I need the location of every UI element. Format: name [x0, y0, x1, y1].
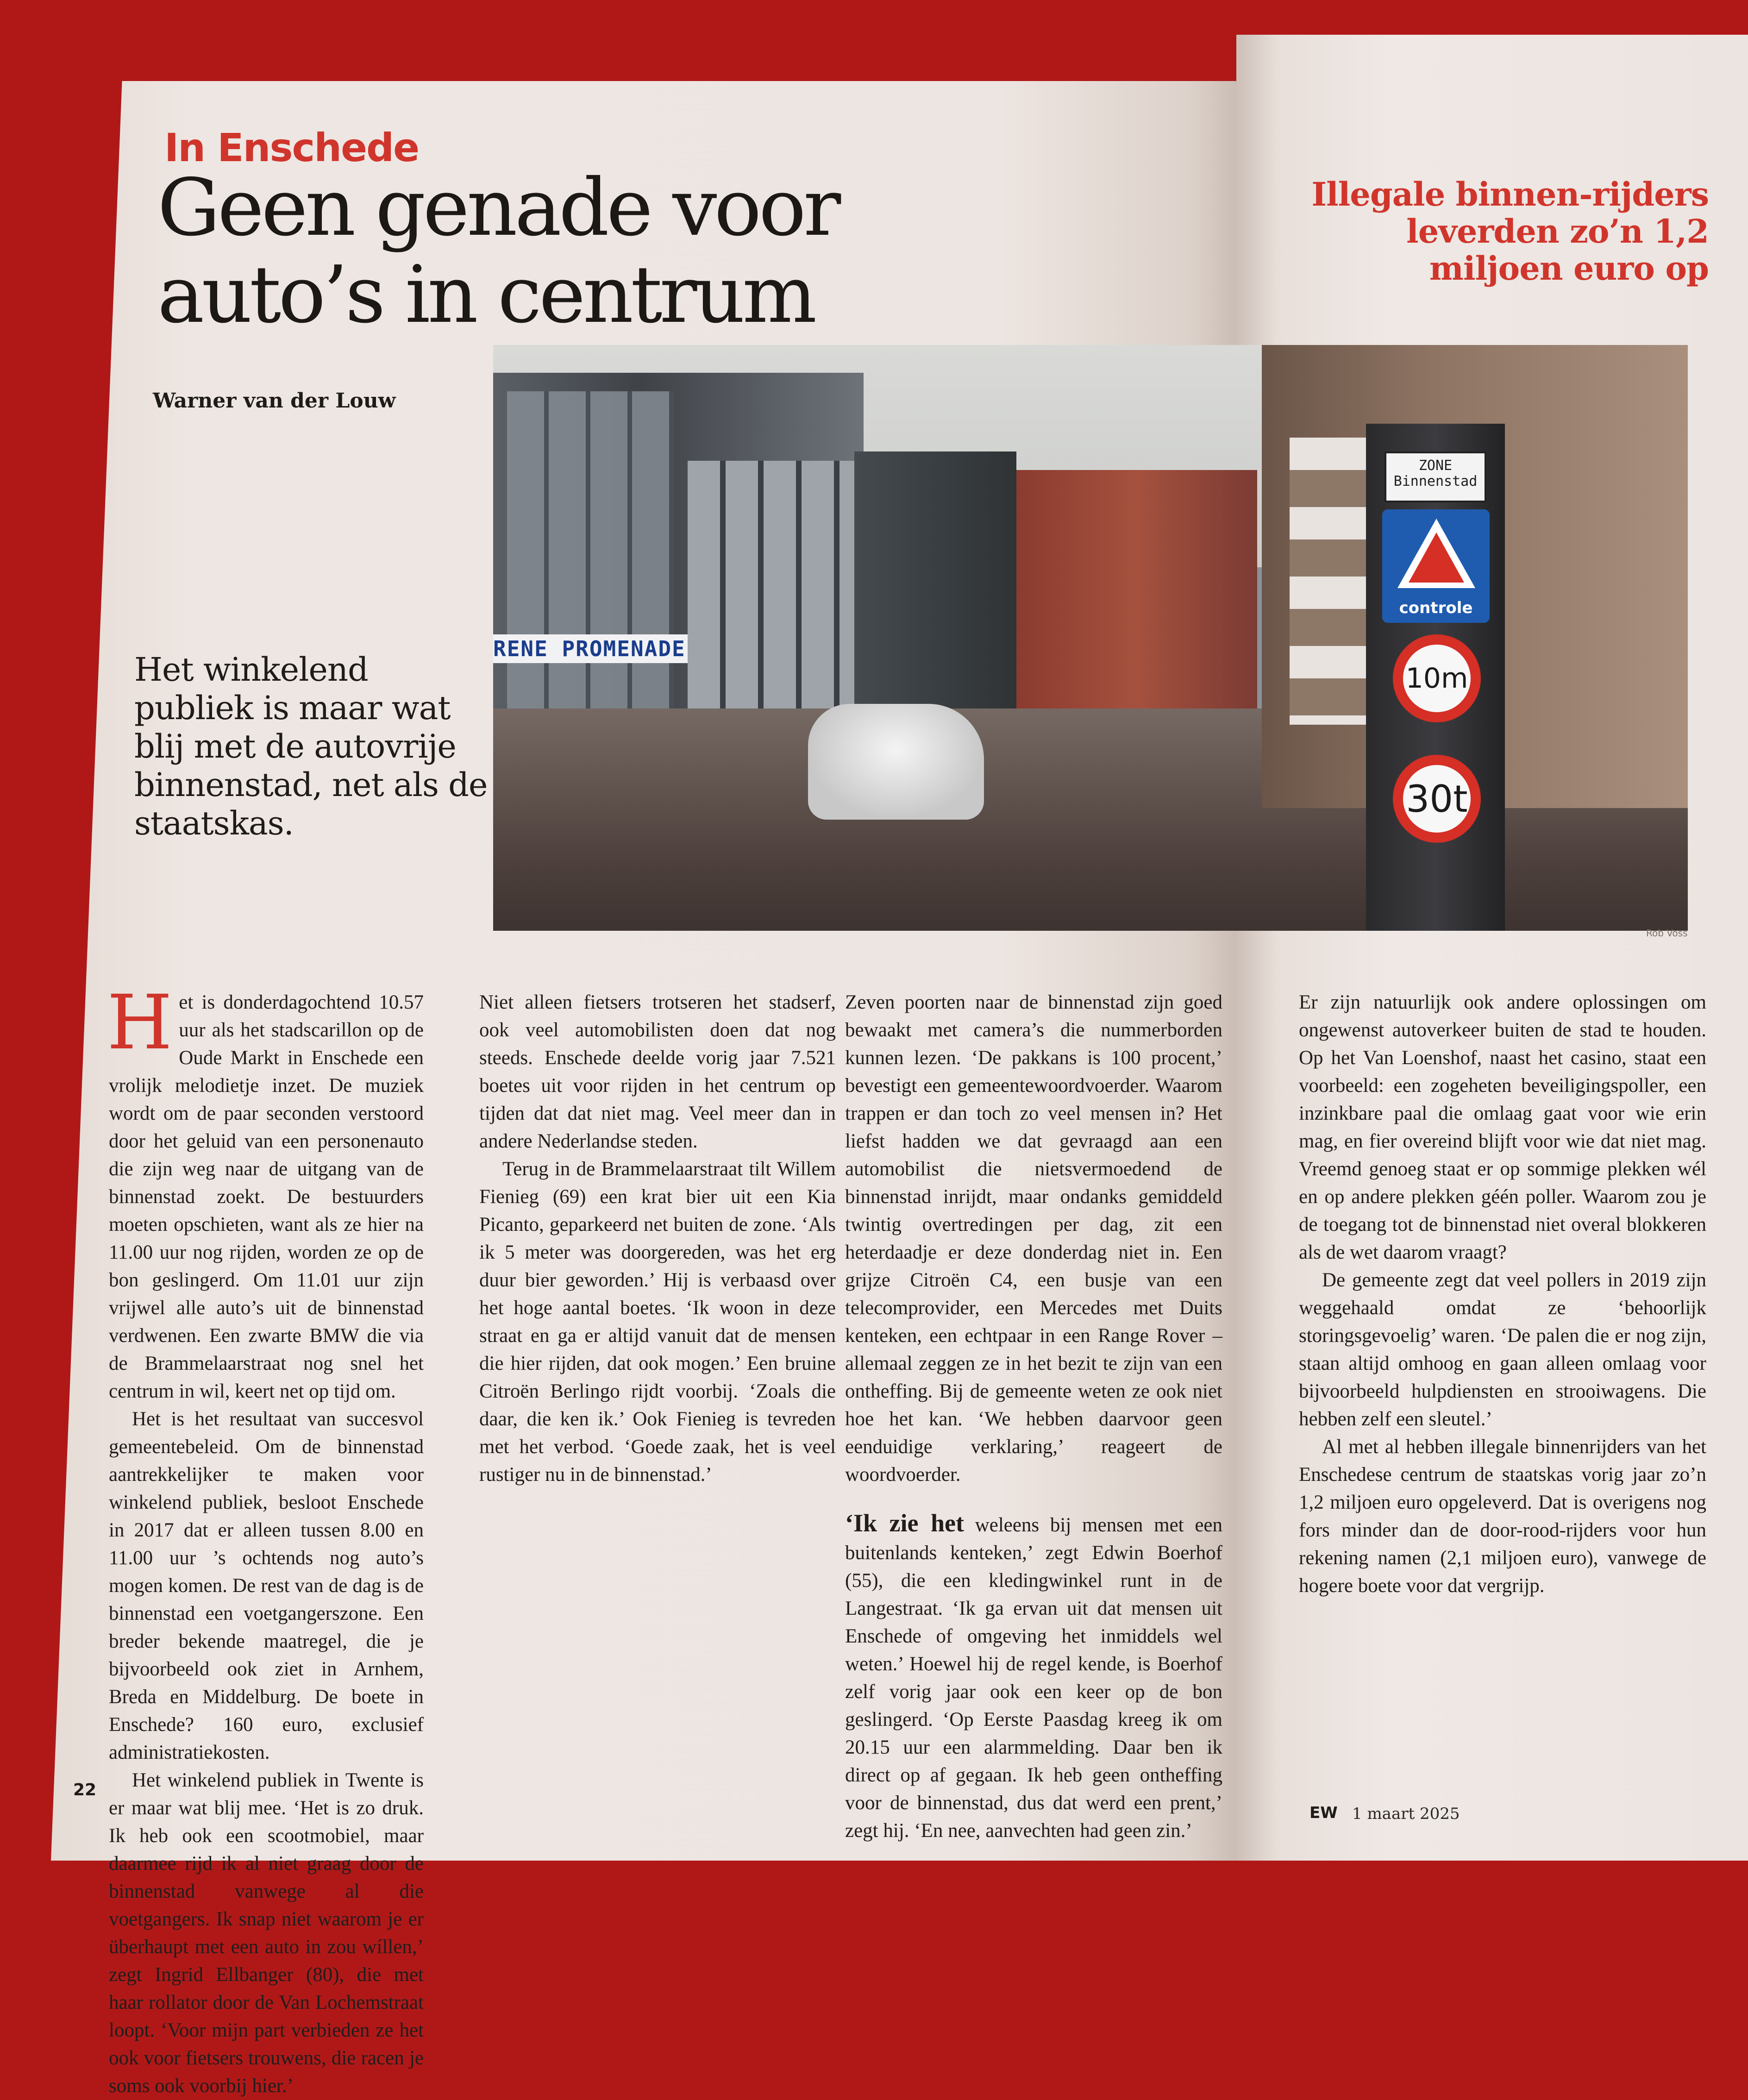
- photo-white-car: [808, 704, 984, 820]
- photo-shop-sign: RENE PROMENADE: [493, 634, 688, 663]
- body-column-4: [1299, 989, 1706, 1600]
- photo-credit: Rob Voss: [1646, 928, 1688, 939]
- body-paragraph: Het is het resultaat van succesvol gemeentebeleid. Om de binnenstad aantrekkelijker te maken voor winkelend publiek, besloot Enschede in 2017 dat er alleen tussen 8.00 en 11.00 uur ’s ochtends nog auto’s mogen komen. De rest van de dag is de binnenstad een voetgangerszone. Een breder bekende maatregel, die je bijvoorbeeld ook ziet in Arnhem, Breda en Middelburg. De boete in Enschede? 160 euro, exclusief administratiekosten.: [109, 1408, 424, 1763]
- article-kicker: In Enschede: [164, 125, 419, 170]
- photo-weight-limit-sign: 30t: [1393, 755, 1481, 843]
- article-photo: [493, 345, 1688, 931]
- body-paragraph: Niet alleen fietsers trotseren het stadserf, ook veel automobilisten doen dat nog steeds. Enschede deelde vorig jaar 7.521 boetes uit voor rijden in het centrum op tijden dat dat niet mag. Veel meer dan in andere Nederlandse steden.: [479, 991, 836, 1152]
- body-paragraph: Terug in de Brammelaarstraat tilt Willem Fienieg (69) een krat bier uit een Kia Picanto, geparkeerd net buiten de zone. ‘Als ik 5 meter was doorgereden, was het erg duur bier geworden.’ Hij is verbaasd over het hoge aantal boetes. ‘Ik woon in deze straat en ga er altijd vanuit dat de mensen die hier rijden, dat ook mogen.’ Een bruine Citroën Berlingo rijdt voorbij. ‘Zoals die daar, die ken ik.’ Ook Fienieg is tevreden met het verbod. ‘Goede zaak, het is veel rustiger nu in de binnenstad.’: [479, 1158, 836, 1486]
- magazine-logo: EW: [1309, 1804, 1338, 1822]
- photo-zone-label: [1385, 451, 1486, 502]
- body-paragraph: Het winkelend publiek in Twente is er maar wat blij mee. ‘Het is zo druk. Ik heb ook een scootmobiel, maar daarmee rijd ik al niet graag door de binnenstad vanwege al die voetgangers. Ik snap niet waarom je er überhaupt met een auto in zou wíllen,’ zegt Ingrid Ellbanger (80), die met haar rollator door de Van Lochemstraat loopt. ‘Voor mijn part verbieden ze het ook voor fietsers trouwens, die racen je soms ook voorbij hier.’: [109, 1769, 424, 2097]
- issue-date: 1 maart 2025: [1352, 1805, 1460, 1823]
- article-pullquote: Illegale binnen-rijders leverden zo’n 1,2 miljoen euro op: [1311, 175, 1709, 288]
- body-paragraph: Zeven poorten naar de binnenstad zijn goed bewaakt met camera’s die nummerborden kunnen lezen. ‘De pakkans is 100 procent,’ bevestigt een gemeentewoordvoerder. Waarom trappen er dan toch zo veel mensen in? Het liefst hadden we dat gevraagd aan een automobilist die nietsvermoedend de binnenstad inrijdt, maar ondanks gemiddeld twintig overtredingen per dag, zit een heterdaadje er deze donderdag niet in. Een grijze Citroën C4, een busje van een telecomprovider, een Mercedes met Duits kenteken, een echtpaar in een Range Rover – allemaal zeggen ze in het bezit te zijn van een ontheffing. Bij de gemeente weten ze ook niet hoe het kan. ‘We hebben daarvoor geen eenduidige verklaring,’ reageert de woordvoerder.: [845, 991, 1222, 1486]
- camera-icon: [1409, 533, 1464, 583]
- leadin-text: ‘Ik zie het: [845, 1509, 964, 1537]
- zone-label-line-1: ZONE: [1418, 458, 1453, 474]
- body-column-1: [107, 979, 424, 2100]
- article-intro: Het winkelend publiek is maar wat blij met de autovrije binnenstad, net als de staatskas.: [134, 651, 488, 842]
- body-column-2: [479, 989, 836, 1489]
- photo-width-limit-sign: 10m: [1393, 634, 1481, 722]
- body-column-3: [845, 989, 1222, 1845]
- body-paragraph: Er zijn natuurlijk ook andere oplossingen om ongewenst autoverkeer buiten de stad te houden. Op het Van Loenshof, naast het casino, staat een voorbeeld: een zogeheten beveiligingspoller, een inzinkbare paal die omlaag gaat voor wie erin mag, en fier overeind blijft voor wie dat niet mag. Vreemd genoeg staat er op sommige plekken wél en op andere plekken géén poller. Waarom zou je de toegang tot de binnenstad niet overal blokkeren als de wet daarom vraagt?: [1299, 991, 1706, 1263]
- body-paragraph: De gemeente zegt dat veel pollers in 2019 zijn weggehaald omdat ze ‘behoorlijk storingsgevoelig’ waren. ‘De palen die er nog zijn, staan altijd omhoog en gaan alleen omlaag voor bijvoorbeeld hulpdiensten en strooiwagens. Die hebben zelf een sleutel.’: [1299, 1269, 1706, 1430]
- page-number: 22: [73, 1780, 97, 1799]
- body-paragraph-leadin: ‘Ik zie het weleens bij mensen met een buitenlands kenteken,’ zegt Edwin Boerhof (55), die een kledingwinkel runt in de Langestraat. ‘Ik ga ervan uit dat mensen uit Enschede of omgeving het inmiddels wel weten.’ Hoewel hij de regel kende, is Boerhof zelf vorig jaar ook een keer op de bon geslingerd. ‘Op Eerste Paasdag kreeg ik om 20.15 uur een alarmmelding. Daar ben ik direct op af gegaan. Ik heb geen ontheffing voor de binnenstad, dus dat werd een prent,’ zegt hij. ‘En nee, aanvechten had geen zin.’: [845, 1509, 1223, 1842]
- headline-line-1: Geen genade voor: [157, 162, 839, 254]
- article-byline: Warner van der Louw: [153, 389, 396, 413]
- zone-label-line-2: Binnenstad: [1393, 473, 1478, 489]
- photo-camera-control-sign: [1382, 509, 1490, 623]
- article-headline: [157, 164, 852, 339]
- controle-text: controle: [1399, 599, 1473, 617]
- headline-line-2: auto’s in centrum: [157, 249, 814, 341]
- photo-glass-facade: [507, 391, 674, 715]
- body-paragraph: Het is donderdagochtend 10.57 uur als het stadscarillon op de Oude Markt in Enschede een vrolijk melodietje inzet. De muziek wordt om de paar seconden verstoord door het geluid van een personenauto die zijn weg naar de uitgang van de binnenstad zoekt. De bestuurders moeten opschieten, want als ze hier na 11.00 uur nog rijden, worden ze op de bon geslingerd. Om 11.01 uur zijn vrijwel alle auto’s uit de binnenstad verdwenen. Een zwarte BMW die via de Brammelaarstraat nog snel het centrum in wil, keert net op tijd om.: [107, 979, 424, 1402]
- body-paragraph: Al met al hebben illegale binnenrijders van het Enschedese centrum de staatskas vorig jaar zo’n 1,2 miljoen euro opgeleverd. Dat is overigens nog fors minder dan de door-rood-rijders voor hun rekening namen (2,1 miljoen euro), vanwege de hogere boete voor dat vergrijp.: [1299, 1436, 1706, 1597]
- dropcap: H: [107, 979, 173, 1066]
